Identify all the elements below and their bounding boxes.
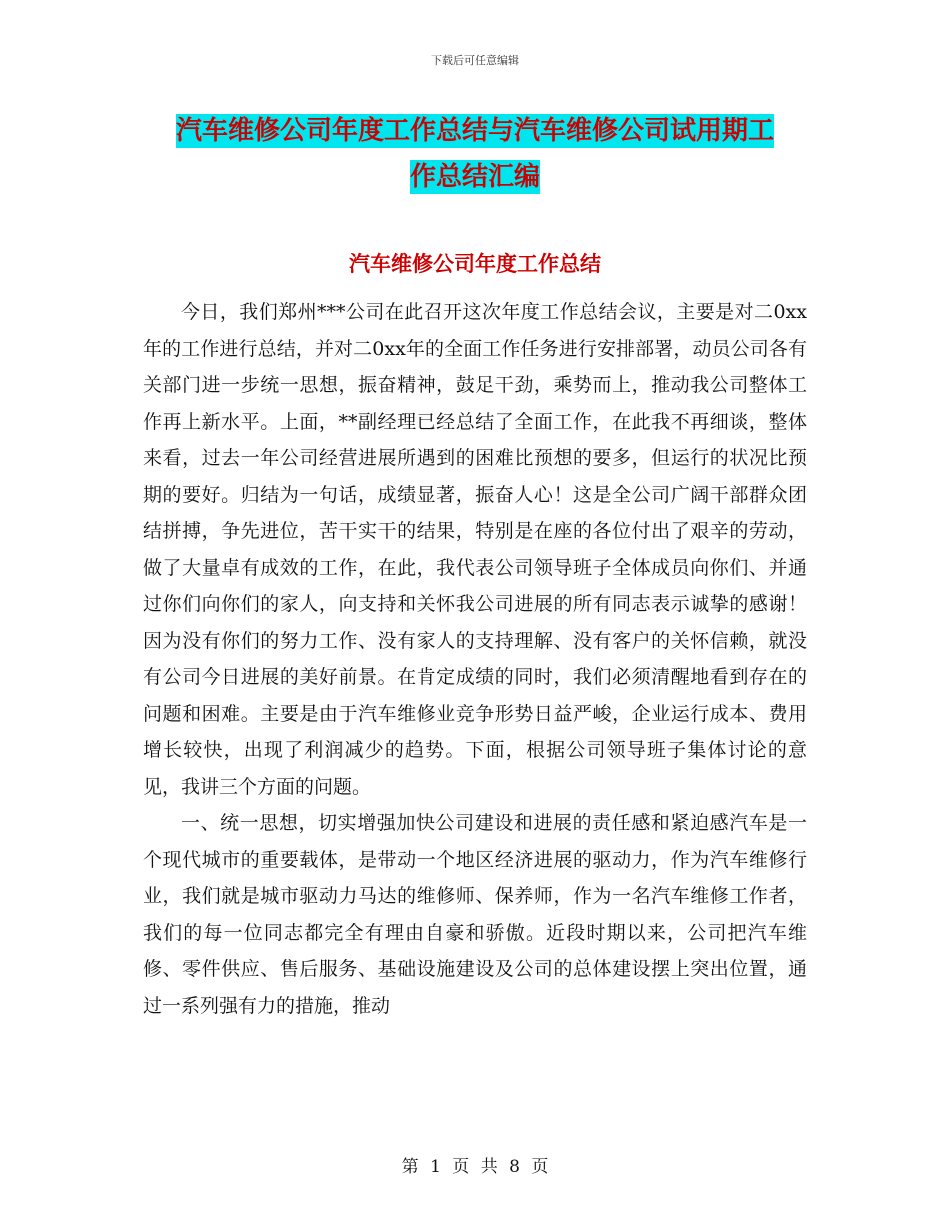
body-text	[143, 294, 807, 1024]
header-note: 下载后可任意编辑	[431, 54, 519, 67]
section-title: 汽车维修公司年度工作总结	[349, 252, 601, 276]
title-line-2: 作总结汇编	[409, 162, 540, 192]
document-title	[0, 108, 950, 200]
page-indicator: 第 1 页 共 8 页	[401, 1157, 549, 1177]
paragraph: 一、统一思想，切实增强加快公司建设和进展的责任感和紧迫感汽车是一个现代城市的重要载体，是带动一个地区经济进展的驱动力，作为汽车维修行业，我们就是城市驱动力马达的维修师、保养师，作为一名汽车维修工作者，我们的每一位同志都完全有理由自豪和骄傲。近段时期以来，公司把汽车维修、零件供应、售后服务、基础设施建设及公司的总体建设摆上突出位置，通过一系列强有力的措施，推动	[143, 812, 807, 1017]
title-line-1: 汽车维修公司年度工作总结与汽车维修公司试用期工	[175, 116, 774, 146]
paragraph: 今日，我们郑州***公司在此召开这次年度工作总结会议，主要是对二0xx年的工作进行总结，并对二0xx年的全面工作任务进行安排部署，动员公司各有关部门进一步统一思想，振奋精神，鼓足干劲，乘势而上，推动我公司整体工作再上新水平。上面，**副经理已经总结了全面工作，在此我不再细谈，整体来看，过去一年公司经营进展所遇到的困难比预想的要多，但运行的状况比预期的要好。归结为一句话，成绩显著，振奋人心！这是全公司广阔干部群众团结拼搏，争先进位，苦干实干的结果，特别是在座的各位付出了艰辛的劳动，做了大量卓有成效的工作，在此，我代表公司领导班子全体成员向你们、并通过你们向你们的家人，向支持和关怀我公司进展的所有同志表示诚挚的感谢！因为没有你们的努力工作、没有家人的支持理解、没有客户的关怀信赖，就没有公司今日进展的美好前景。在肯定成绩的同时，我们必须清醒地看到存在的问题和困难。主要是由于汽车维修业竞争形势日益严峻，企业运行成本、费用增长较快，出现了利润减少的趋势。下面，根据公司领导班子集体讨论的意见，我讲三个方面的问题。	[143, 301, 807, 798]
